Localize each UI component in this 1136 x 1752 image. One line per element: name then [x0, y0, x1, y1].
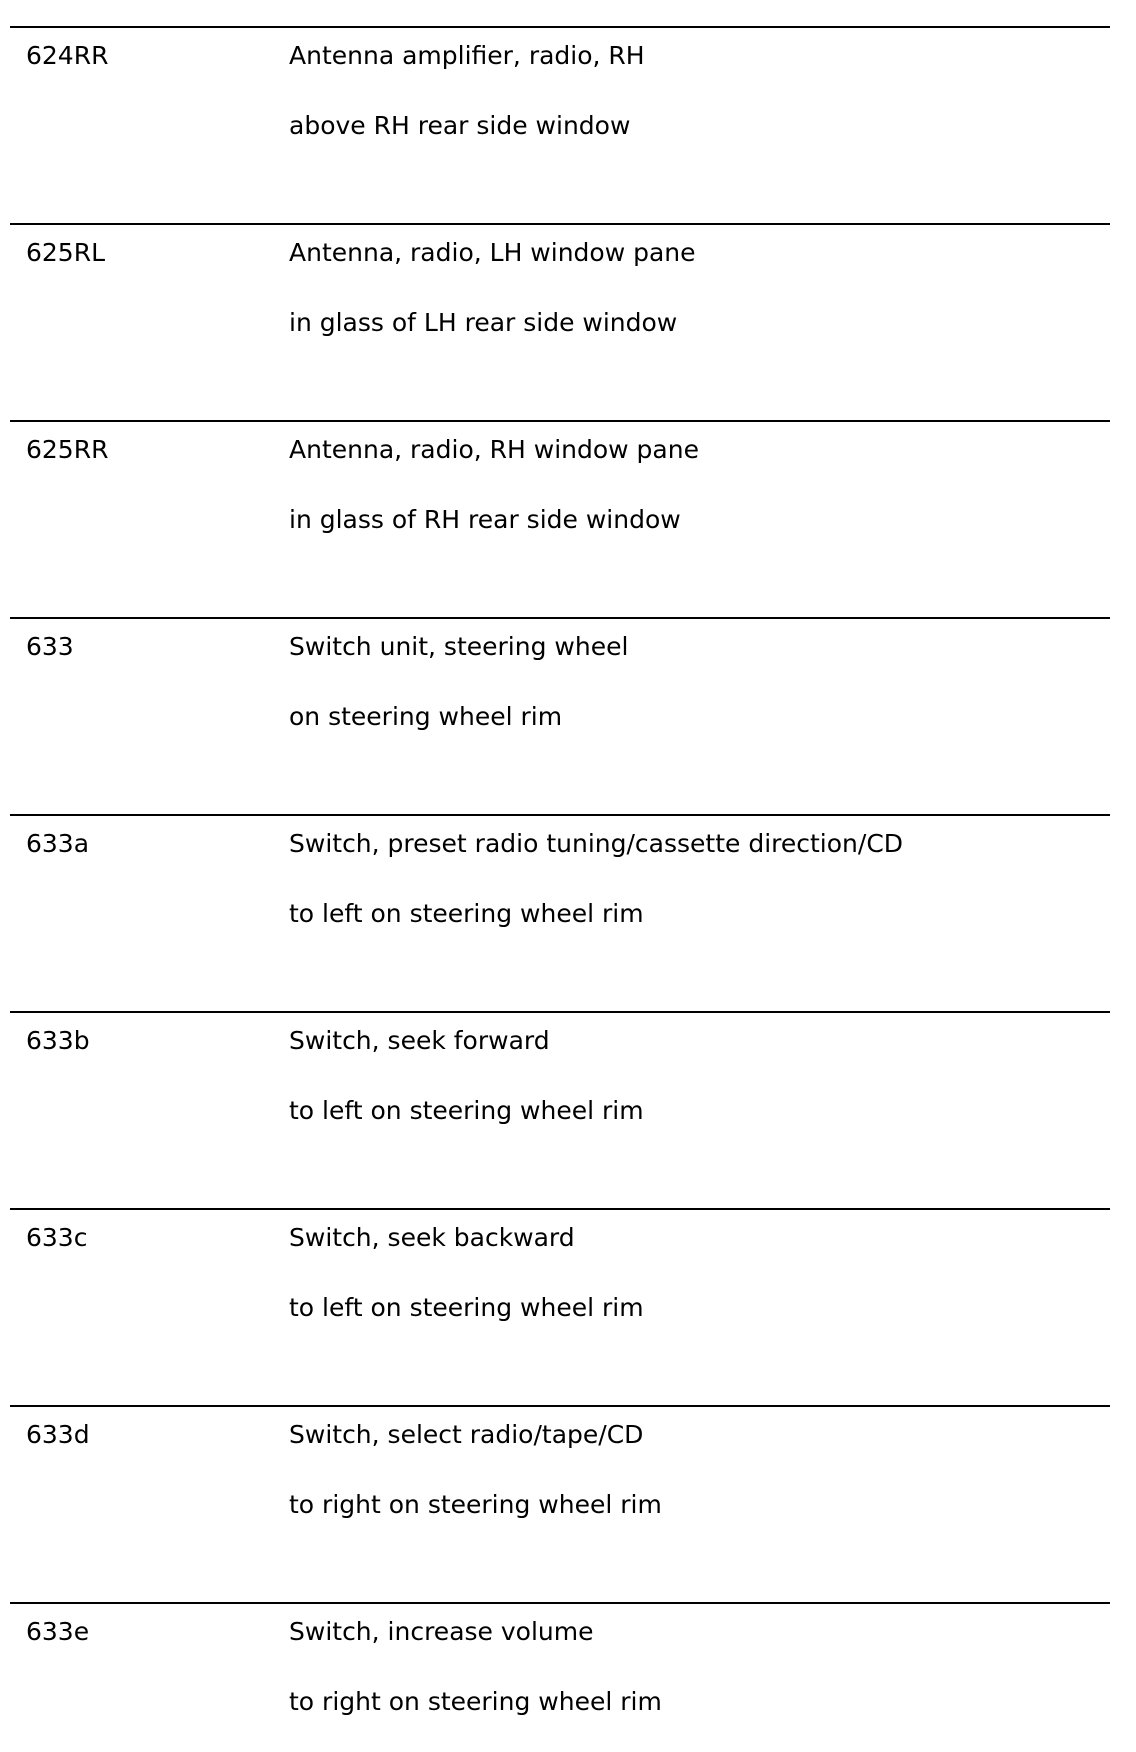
component-location: to right on steering wheel rim — [289, 1490, 662, 1519]
component-name: Switch, select radio/tape/CD — [289, 1420, 644, 1449]
component-name: Switch, seek forward — [289, 1026, 550, 1055]
component-location: in glass of RH rear side window — [289, 505, 681, 534]
component-location: to left on steering wheel rim — [289, 899, 644, 928]
component-code: 633c — [26, 1223, 88, 1252]
component-code: 625RL — [26, 238, 106, 267]
table-row — [10, 26, 1110, 223]
component-code: 625RR — [26, 435, 109, 464]
component-code: 633b — [26, 1026, 90, 1055]
component-code: 633d — [26, 1420, 90, 1449]
component-code: 633e — [26, 1617, 90, 1646]
component-code: 633 — [26, 632, 74, 661]
component-location: in glass of LH rear side window — [289, 308, 678, 337]
component-name: Switch, increase volume — [289, 1617, 594, 1646]
component-name: Antenna amplifier, radio, RH — [289, 41, 645, 70]
component-code: 624RR — [26, 41, 109, 70]
table-row — [10, 814, 1110, 1011]
table-row — [10, 223, 1110, 420]
table-row — [10, 420, 1110, 617]
table-row — [10, 1602, 1110, 1752]
table-row — [10, 1011, 1110, 1208]
component-code: 633a — [26, 829, 90, 858]
component-name: Switch, preset radio tuning/cassette direction/CD — [289, 829, 904, 858]
component-location: to right on steering wheel rim — [289, 1687, 662, 1716]
component-location: to left on steering wheel rim — [289, 1096, 644, 1125]
component-name: Antenna, radio, RH window pane — [289, 435, 699, 464]
component-name: Antenna, radio, LH window pane — [289, 238, 696, 267]
component-location: above RH rear side window — [289, 111, 631, 140]
component-name: Switch unit, steering wheel — [289, 632, 629, 661]
component-location: to left on steering wheel rim — [289, 1293, 644, 1322]
table-row — [10, 617, 1110, 814]
component-name: Switch, seek backward — [289, 1223, 575, 1252]
component-location: on steering wheel rim — [289, 702, 563, 731]
table-row — [10, 1405, 1110, 1602]
table-row — [10, 1208, 1110, 1405]
